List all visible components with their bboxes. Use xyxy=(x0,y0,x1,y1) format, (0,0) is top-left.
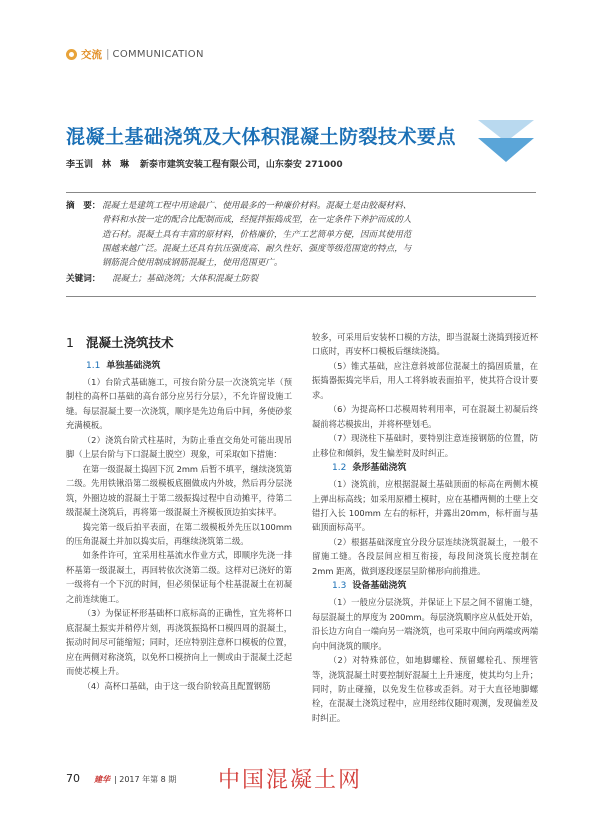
section-label-cn: 交流 xyxy=(81,48,102,61)
heading-text: 条形基础浇筑 xyxy=(352,463,407,474)
magazine-issue xyxy=(94,774,176,785)
abstract-line: 混凝土是建筑工程中用途最广、使用最多的一种廉价材料。混凝土是由胶凝材料、 xyxy=(102,201,412,211)
heading-number: 1.3 xyxy=(332,581,347,592)
article-title: 混凝土基础浇筑及大体积混凝土防裂技术要点 xyxy=(66,126,457,148)
section-heading xyxy=(66,333,292,353)
page-footer xyxy=(66,772,176,785)
chevron-decoration-icon xyxy=(478,118,534,170)
paragraph: （6）为提高杯口芯模周转利用率，可在混凝土初凝后终凝前将芯模拔出，并将杯壁划毛。 xyxy=(312,404,538,429)
heading-number: 1.1 xyxy=(86,361,101,371)
abstract-top-rule xyxy=(66,192,536,193)
paragraph: （2）浇筑台阶式柱基时，为防止垂直交角处可能出现吊脚（上层台阶与下口混凝土脱空）现象，可采取如下措施： xyxy=(66,434,292,460)
paragraph: （2）根据基础深度宜分段分层连续浇筑混凝土，一般不留施工缝。各段层间应相互衔接，每段间浇筑长度控制在 2mm 距离，做到逐段逐层呈阶梯形向前推进。 xyxy=(312,536,538,576)
heading-text: 设备基础浇筑 xyxy=(352,581,407,592)
paragraph: （1）台阶式基础施工，可按台阶分层一次浇筑完毕（预制柱的高杯口基础的高台部分应另行分层），不允许留设施工缝。每层混凝土要一次浇筑，顺序是先边角后中间，务使砂浆充满模板。 xyxy=(66,377,292,431)
abstract-bottom-rule xyxy=(66,296,536,297)
left-column xyxy=(66,330,292,693)
abstract-box xyxy=(66,192,536,286)
section-dot-icon xyxy=(66,49,77,60)
abstract-line: 骨料和水按一定的配合比配制而成，经搅拌振捣成型，在一定条件下养护而成的人 xyxy=(102,215,412,226)
heading-number: 1 xyxy=(66,335,74,350)
subsection-heading xyxy=(312,579,538,594)
abstract-line: 造石材。混凝土具有丰富的原材料，价格廉价，生产工艺简单方便，因而其使用范 xyxy=(102,229,412,240)
paragraph: （4）高杯口基础，由于这一级台阶较高且配置钢筋 xyxy=(82,680,271,691)
paragraph: 如条件许可，宜采用柱基流水作业方式，即顺序先浇一排杯基第一级混凝土，再回转依次浇第二级。这样对已浇好的第一级将有一个下沉的时间，但必须保证每个柱基混凝土在初凝之前连续施工。 xyxy=(66,550,292,604)
paragraph: 较多，可采用后安装杯口模的方法，即当混凝土浇捣到接近杯口底时，再安杯口模板后继续浇捣。 xyxy=(312,332,538,357)
keywords-label: 关键词： xyxy=(66,274,101,285)
heading-text: 混凝土浇筑技术 xyxy=(85,335,174,350)
paragraph: 捣完第一级后拍平表面，在第二级模板外先压以100mm 的压角混凝土并加以捣实后，再继续浇筑第二级。 xyxy=(66,521,292,546)
paragraph: （1）浇筑前，应根据混凝土基础顶面的标高在两侧木模上弹出标高线；如采用原槽土模时，应在基槽两侧的土壁上交错打入长 100mm 左右的标杆，并露出20mm，标杆面与基础顶面标高平。 xyxy=(312,479,538,533)
section-tag xyxy=(66,47,204,61)
issue-text: | 2017 年第 8 期 xyxy=(114,775,177,784)
keywords xyxy=(66,272,536,286)
authors-line xyxy=(66,157,343,170)
paragraph: （2）对特殊部位，如地脚螺栓、预留螺栓孔、预埋管等，浇筑混凝土时要控制好混凝土上升速度，使其均匀上升；同时，防止碰撞，以免发生位移或歪斜。对于大直径地脚螺栓，在混凝土浇筑过程中，应用经纬仪随时观测，发现偏差及时纠正。 xyxy=(312,655,538,723)
abstract-text xyxy=(102,199,536,270)
keywords-text: 混凝土；基础浇筑；大体积混凝土防裂 xyxy=(112,274,259,285)
author-names: 李玉训 林 琳 xyxy=(66,160,130,170)
right-column xyxy=(312,330,538,725)
abstract-line: 钢筋混合使用制成钢筋混凝土，使用范围更广。 xyxy=(102,258,283,269)
abstract xyxy=(66,199,536,270)
page-number: 70 xyxy=(66,772,80,785)
abstract-line: 围越来越广泛。混凝土还具有抗压强度高、耐久性好、强度等级范围宽的特点，与 xyxy=(102,243,412,254)
heading-number: 1.2 xyxy=(332,463,347,474)
magazine-name: 建华 xyxy=(94,775,110,784)
paragraph: （7）现浇柱下基础时，要特别注意连接钢筋的位置，防止移位和倾斜，发生偏差时及时纠正。 xyxy=(312,433,538,458)
watermark: 中国混凝土网 xyxy=(218,768,363,793)
paragraph: （5）锥式基础，应注意斜坡部位混凝土的捣固质量，在振捣器振捣完毕后，用人工将斜坡表面拍平，使其符合设计要求。 xyxy=(312,360,538,400)
author-affiliation: 新泰市建筑安装工程有限公司，山东泰安 271000 xyxy=(139,160,343,170)
subsection-heading xyxy=(312,461,538,476)
paragraph: （3）为保证杯形基础杯口底标高的正确性，宜先将杯口底混凝土振实并稍停片刻，再浇筑振捣杯口模四周的混凝土，振动时间尽可能缩短；同时，还应特别注意杯口模板的位置，应在两侧对称浇筑，以免杯口模挤向上一侧或由于混凝土泛起而使芯模上升。 xyxy=(66,608,292,677)
abstract-label: 摘 要： xyxy=(66,201,101,211)
section-label-en: COMMUNICATION xyxy=(112,48,204,60)
heading-text: 单独基础浇筑 xyxy=(106,361,161,371)
subsection-heading xyxy=(66,359,292,374)
paragraph: 在第一级混凝土捣固下沉 2mm 后暂不填平，继续浇筑第二级。先用铁锹沿第二级模板底圈做成内外坡，然后再分层浇筑，外圈边坡的混凝土于第二级振捣过程中自动摊平，待第二级混凝土浇筑后，再将第一级混凝土齐模板顶边拍实抹平。 xyxy=(66,463,292,518)
paragraph: （1）一般应分层浇筑，并保证上下层之间不留施工缝，每层混凝土的厚度为 200mm。每层浇筑顺序应从低处开始，沿长边方向自一端向另一端浇筑，也可采取中间向两端或两端向中间浇筑的顺序。 xyxy=(312,597,538,651)
section-divider: | xyxy=(106,48,110,60)
